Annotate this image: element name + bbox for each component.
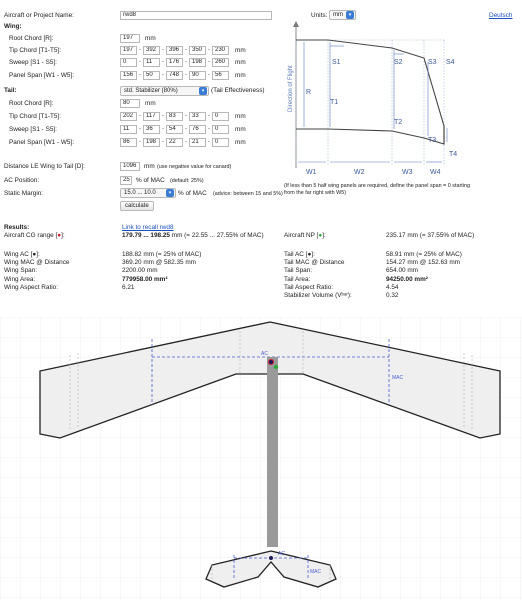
field-separator: -: [139, 72, 141, 78]
language-link[interactable]: Deutsch: [489, 12, 513, 19]
stabilizer-select-value: std. Stabilizer (80%): [124, 88, 178, 94]
cg-range-label: [4, 232, 65, 239]
field-separator: -: [139, 47, 141, 53]
planform-outline: [296, 40, 444, 144]
wing-tip-input-3[interactable]: 396: [166, 46, 183, 55]
cg-range-label-text: Aircraft CG range [: [4, 232, 58, 239]
planform-plot: [0, 317, 522, 600]
result-label: Wing Span:: [4, 267, 38, 275]
diagram-label-s2: S2: [394, 59, 403, 66]
result-value: 654.00 mm: [386, 267, 418, 275]
diagram-guides: [296, 40, 446, 166]
field-separator: -: [139, 126, 141, 132]
wing-mac-label: MAC: [392, 375, 404, 381]
field-separator: -: [162, 47, 164, 53]
field-separator: -: [162, 126, 164, 132]
np-marker-icon: ●: [318, 232, 323, 239]
tail-span-label: Panel Span [W1 - W5]:: [9, 139, 74, 146]
wing-ac-marker: [269, 360, 273, 364]
diagram-label-t3: T3: [428, 137, 437, 144]
diagram-label-s1: S1: [332, 59, 341, 66]
field-separator: -: [208, 126, 210, 132]
field-separator: -: [139, 139, 141, 145]
tail-sweep-label: Sweep [S1 - S5]:: [9, 126, 57, 133]
diagram-label-t2: T2: [394, 119, 403, 126]
field-separator: -: [162, 139, 164, 145]
static-margin-select[interactable]: [120, 188, 176, 198]
field-separator: -: [162, 59, 164, 65]
unit-label: mm: [235, 59, 246, 66]
field-separator: -: [185, 47, 187, 53]
tail-root-input[interactable]: 80: [120, 99, 140, 108]
wing-tip-input-2[interactable]: 392: [143, 46, 160, 55]
wing-tip-input-1[interactable]: 197: [120, 46, 137, 55]
tail-ac-marker: [269, 556, 273, 560]
field-separator: -: [185, 139, 187, 145]
cg-range-label-end: ]:: [61, 232, 65, 239]
cg-range-number: 179.79 ... 198.25: [122, 232, 170, 239]
field-separator: -: [185, 113, 187, 119]
diagram-label-t4: T4: [449, 151, 458, 158]
result-value: 154.27 mm @ 152.63 mm: [386, 259, 460, 267]
result-label: Tail Span:: [284, 267, 313, 275]
ac-position-input[interactable]: 25: [120, 176, 132, 185]
tail-span-input-2[interactable]: 198: [143, 138, 160, 147]
diagram-label-w4: W4: [430, 169, 441, 176]
distance-input[interactable]: 1096: [120, 162, 140, 171]
wing-root-label: Root Chord [R]:: [9, 35, 54, 42]
result-value: 369.20 mm @ 582.35 mm: [122, 259, 196, 267]
result-label: Wing MAC @ Distance: [4, 259, 70, 267]
tail-sweep-input-2[interactable]: 36: [143, 125, 160, 134]
tail-span-input-3[interactable]: 22: [166, 138, 183, 147]
tail-ac-label: AC: [278, 551, 285, 557]
result-value: 6.21: [122, 283, 135, 291]
unit-label: mm: [235, 113, 246, 120]
result-label: Wing Aspect Ratio:: [4, 283, 58, 291]
stabilizer-select[interactable]: [120, 86, 209, 96]
recall-link[interactable]: Link to recall rwd8: [122, 224, 174, 231]
result-value: 58.91 mm (= 25% of MAC): [386, 251, 462, 258]
wing-geometry-diagram: [284, 18, 464, 180]
unit-label: mm: [235, 139, 246, 146]
tail-sweep-input-5[interactable]: 0: [212, 125, 229, 134]
wing-span-input-3[interactable]: 748: [166, 71, 183, 80]
result-value: 94250.00 mm²: [386, 275, 428, 283]
diagram-label-w2: W2: [354, 169, 365, 176]
diagram-note: (If less than 5 half wing panels are required, define the panel span = 0 starting from the far right with W5): [284, 183, 470, 196]
tail-sweep-input-4[interactable]: 76: [189, 125, 206, 134]
tail-tip-input-4[interactable]: 33: [189, 112, 206, 121]
tail-heading: Tail:: [4, 87, 17, 94]
tail-mac-label: MAC: [310, 569, 322, 575]
diagram-label-w1: W1: [306, 169, 317, 176]
diagram-label-t1: T1: [330, 99, 339, 106]
np-label: [284, 232, 326, 239]
unit-label: mm: [144, 163, 155, 170]
chevron-down-icon: ▾: [346, 11, 354, 19]
static-margin-label: Static Margin:: [4, 190, 44, 197]
project-name-label: Aircraft or Project Name:: [4, 12, 74, 19]
result-value: 188.82 mm (= 25% of MAC): [122, 251, 202, 258]
ac-position-label: AC Position:: [4, 177, 40, 184]
wing-heading: Wing:: [4, 23, 22, 30]
result-label: Tail MAC @ Distance: [284, 259, 345, 267]
np-value: 235.17 mm (= 37.55% of MAC): [386, 232, 475, 239]
wing-tip-input-5[interactable]: 230: [212, 46, 229, 55]
tail-tip-input-3[interactable]: 83: [166, 112, 183, 121]
result-label: Tail Aspect Ratio:: [284, 283, 334, 291]
field-separator: -: [162, 113, 164, 119]
wing-sweep-input-2[interactable]: 11: [143, 58, 160, 67]
field-separator: -: [208, 139, 210, 145]
result-value: 779958.00 mm²: [122, 275, 168, 283]
field-separator: -: [208, 72, 210, 78]
field-separator: -: [185, 59, 187, 65]
wing-span-input-4[interactable]: 90: [189, 71, 206, 80]
tail-sweep-input-1[interactable]: 11: [120, 125, 137, 134]
unit-label: mm: [145, 100, 156, 107]
field-separator: -: [139, 113, 141, 119]
cg-range-note: mm (= 22.55 ... 27.55% of MAC): [169, 232, 264, 239]
cg-range-value: [122, 232, 264, 239]
unit-label: mm: [235, 47, 246, 54]
distance-label: Distance LE Wing to Tail [D]:: [4, 163, 85, 170]
tail-span-input-4[interactable]: 21: [189, 138, 206, 147]
distance-note: (use negative value for canard): [157, 164, 232, 170]
diagram-label-r: R: [306, 89, 312, 96]
result-value: 2200.00 mm: [122, 267, 158, 275]
cg-marker-icon: ●: [57, 232, 62, 239]
calculate-button[interactable]: calculate: [120, 201, 154, 211]
result-label: Tail Area:: [284, 275, 311, 283]
field-separator: -: [139, 59, 141, 65]
result-label: Wing AC [●]:: [4, 251, 40, 258]
tail-tip-input-1[interactable]: 202: [120, 112, 137, 121]
units-label: Units:: [311, 12, 328, 19]
wing-span-input-1[interactable]: 156: [120, 71, 137, 80]
units-select-value: mm: [333, 12, 343, 18]
diagram-label-s4: S4: [446, 59, 455, 66]
chevron-down-icon: ▾: [199, 87, 207, 95]
direction-of-flight-label: Direction of Flight: [288, 65, 294, 112]
wing-root-input[interactable]: 197: [120, 34, 140, 43]
result-label: Wing Area:: [4, 275, 36, 283]
ac-position-suffix: % of MAC: [136, 177, 165, 184]
tail-tip-label: Tip Chord [T1-T5]:: [9, 113, 61, 120]
unit-label: mm: [235, 126, 246, 133]
field-separator: -: [208, 59, 210, 65]
wing-span-label: Panel Span [W1 - W5]:: [9, 72, 74, 79]
diagram-label-s3: S3: [428, 59, 437, 66]
result-value: 4.54: [386, 283, 399, 291]
wing-sweep-label: Sweep [S1 - S5]:: [9, 59, 57, 66]
static-margin-suffix: % of MAC: [178, 190, 207, 197]
field-separator: -: [208, 47, 210, 53]
result-label: Stabilizer Volume (Vᵇᵃʳ):: [284, 292, 352, 299]
result-value: 0.32: [386, 292, 399, 299]
field-separator: -: [162, 72, 164, 78]
unit-label: mm: [235, 72, 246, 79]
results-heading: Results:: [4, 224, 30, 231]
wing-sweep-input-1[interactable]: 0: [120, 58, 137, 67]
wing-sweep-input-4[interactable]: 198: [189, 58, 206, 67]
wing-ac-label: AC: [261, 351, 268, 357]
tail-sweep-input-3[interactable]: 54: [166, 125, 183, 134]
tail-root-label: Root Chord [R]:: [9, 100, 54, 107]
wing-span-input-5[interactable]: 56: [212, 71, 229, 80]
diagram-label-w3: W3: [402, 169, 413, 176]
wing-tip-label: Tip Chord [T1-T5]:: [9, 47, 61, 54]
ac-position-note: (default: 25%): [170, 178, 204, 184]
tail-tip-input-2[interactable]: 117: [143, 112, 160, 121]
np-marker: [274, 365, 278, 369]
np-label-end: ]:: [322, 232, 326, 239]
tail-span-input-5[interactable]: 0: [212, 138, 229, 147]
np-label-text: Aircraft NP [: [284, 232, 319, 239]
field-separator: -: [185, 72, 187, 78]
project-name-input[interactable]: rwd8: [120, 11, 272, 20]
static-margin-value: 15.0 ... 10.0: [124, 190, 156, 196]
result-label: Tail AC [●]:: [284, 251, 315, 258]
unit-label: mm: [145, 35, 156, 42]
tail-tip-input-5[interactable]: 0: [212, 112, 229, 121]
field-separator: -: [208, 113, 210, 119]
fuselage: [267, 357, 278, 547]
tail-span-input-1[interactable]: 86: [120, 138, 137, 147]
tail-effectiveness-label: (Tail Effectiveness): [211, 87, 265, 94]
wing-span-input-2[interactable]: 50: [143, 71, 160, 80]
static-margin-note: (advice: between 15 and 5%): [213, 191, 283, 197]
chevron-down-icon: ▾: [166, 189, 174, 197]
wing-sweep-input-5[interactable]: 260: [212, 58, 229, 67]
field-separator: -: [185, 126, 187, 132]
wing-sweep-input-3[interactable]: 176: [166, 58, 183, 67]
wing-tip-input-4[interactable]: 350: [189, 46, 206, 55]
